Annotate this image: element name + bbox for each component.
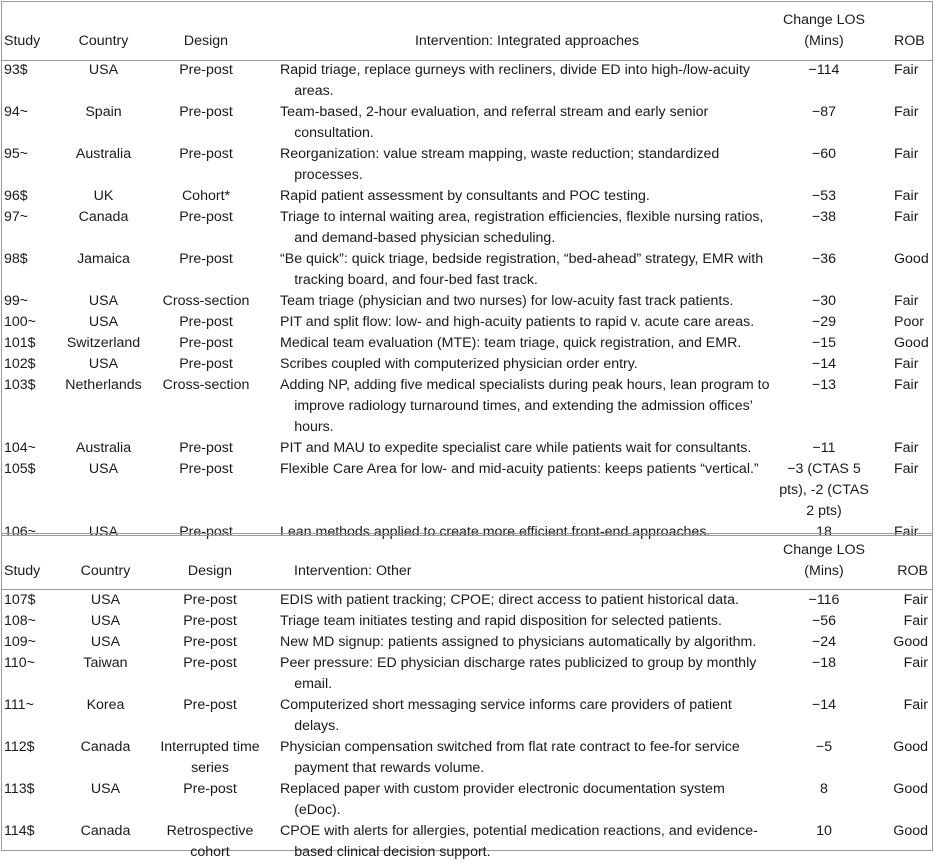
country-cell: Australia	[75, 440, 132, 456]
country-cell: USA	[90, 592, 121, 608]
header-row	[4, 539, 932, 582]
design-cell: Pre-post	[179, 251, 233, 267]
country-cell: Jamaica	[77, 251, 130, 267]
header-row	[4, 8, 932, 52]
rob-cell: Good	[893, 634, 928, 650]
study-cell: 98$	[4, 251, 28, 267]
section-divider	[1, 535, 933, 536]
table-row	[4, 821, 932, 863]
design-cell: Retrospective cohort	[166, 823, 254, 860]
rob-cell: Fair	[903, 592, 928, 608]
rob-cell: Fair	[894, 377, 919, 393]
rob-cell: Fair	[894, 188, 919, 204]
rob-cell: Good	[893, 781, 928, 797]
change-los-cell: −14	[811, 697, 837, 713]
table-row	[4, 354, 932, 375]
intervention-cell: Scribes coupled with computerized physician order entry.	[280, 356, 638, 372]
header-country: Country	[78, 33, 129, 49]
table-row	[4, 582, 932, 611]
intervention-cell: Peer pressure: ED physician discharge rates publicized to group by monthly email.	[280, 655, 757, 692]
study-cell: 106~	[4, 524, 36, 540]
change-los-cell: −114	[808, 62, 840, 78]
study-cell: 109~	[4, 634, 36, 650]
design-cell: Pre-post	[183, 655, 237, 671]
change-los-cell: −116	[808, 592, 840, 608]
rob-cell: Good	[893, 739, 928, 755]
intervention-cell: Rapid triage, replace gurneys with recliners, divide ED into high-/low-acuity areas.	[280, 62, 750, 99]
country-cell: Switzerland	[66, 335, 141, 351]
header-change-los: Change LOS (Mins)	[782, 542, 866, 579]
intervention-cell: “Be quick”: quick triage, bedside registration, “bed-ahead” strategy, EMR with tracking board, and four-bed fast track.	[280, 251, 764, 288]
table-row	[4, 291, 932, 312]
rob-cell: Good	[894, 335, 929, 351]
country-cell: USA	[88, 524, 119, 540]
table-row	[4, 653, 932, 695]
country-cell: USA	[90, 781, 121, 797]
country-cell: Korea	[86, 697, 125, 713]
study-cell: 96$	[4, 188, 28, 204]
intervention-cell: Computerized short messaging service informs care providers of patient delays.	[280, 697, 732, 734]
design-cell: Cross-section	[162, 377, 250, 393]
intervention-cell: Reorganization: value stream mapping, waste reduction; standardized processes.	[280, 146, 720, 183]
change-los-cell: −18	[811, 655, 837, 671]
intervention-cell: Physician compensation switched from flat rate contract to fee-for service payment that rewards volume.	[280, 739, 740, 776]
other-interventions-table	[4, 539, 932, 863]
rob-cell: Good	[893, 823, 928, 839]
header-change-los: Change LOS (Mins)	[782, 12, 866, 49]
design-cell: Pre-post	[179, 146, 233, 162]
table-row	[4, 438, 932, 459]
design-cell: Pre-post	[179, 209, 233, 225]
intervention-cell: PIT and MAU to expedite specialist care while patients wait for consultants.	[280, 440, 752, 456]
design-cell: Pre-post	[183, 634, 237, 650]
change-los-cell: 8	[820, 781, 828, 797]
country-cell: USA	[88, 293, 119, 309]
design-cell: Pre-post	[179, 335, 233, 351]
header-design: Design	[183, 33, 229, 49]
change-los-cell: 10	[816, 823, 832, 839]
study-cell: 95~	[4, 146, 29, 162]
table-row	[4, 737, 932, 779]
table-row	[4, 144, 932, 186]
rob-cell: Fair	[894, 146, 919, 162]
intervention-cell: EDIS with patient tracking; CPOE; direct access to patient historical data.	[280, 592, 739, 608]
rob-cell: Fair	[894, 440, 919, 456]
change-los-cell: 18	[816, 524, 832, 540]
study-cell: 114$	[4, 823, 35, 839]
table-row	[4, 779, 932, 821]
header-intervention: Intervention: Other	[294, 563, 412, 579]
country-cell: USA	[88, 314, 119, 330]
rob-cell: Fair	[894, 209, 919, 225]
header-country: Country	[80, 563, 131, 579]
intervention-cell: PIT and split flow: low- and high-acuity patients to rapid v. acute care areas.	[280, 314, 755, 330]
country-cell: USA	[88, 62, 119, 78]
table-row	[4, 611, 932, 632]
intervention-cell: Replaced paper with custom provider electronic documentation system (eDoc).	[280, 781, 725, 818]
design-cell: Pre-post	[179, 356, 233, 372]
country-cell: USA	[88, 356, 119, 372]
design-cell: Pre-post	[183, 592, 237, 608]
design-cell: Interrupted time series	[160, 739, 260, 776]
table-row	[4, 249, 932, 291]
change-los-cell: −11	[812, 440, 836, 456]
change-los-cell: −60	[811, 146, 837, 162]
change-los-cell: −3 (CTAS 5 pts), -2 (CTAS 2 pts)	[779, 461, 869, 519]
change-los-cell: −29	[811, 314, 837, 330]
country-cell: Australia	[75, 146, 132, 162]
rob-cell: Fair	[894, 104, 919, 120]
change-los-cell: −36	[811, 251, 837, 267]
country-cell: USA	[90, 634, 121, 650]
intervention-cell: Triage team initiates testing and rapid disposition for selected patients.	[280, 613, 722, 629]
table-row	[4, 207, 932, 249]
design-cell: Cross-section	[162, 293, 250, 309]
study-cell: 99~	[4, 293, 29, 309]
study-cell: 112$	[4, 739, 35, 755]
design-cell: Pre-post	[179, 440, 233, 456]
rob-cell: Fair	[894, 62, 919, 78]
rob-cell: Fair	[903, 655, 928, 671]
country-cell: Netherlands	[65, 377, 142, 393]
integrated-approaches-table	[4, 8, 932, 543]
study-cell: 94~	[4, 104, 29, 120]
change-los-cell: −15	[811, 335, 837, 351]
intervention-cell: New MD signup: patients assigned to physicians automatically by algorithm.	[280, 634, 757, 650]
rob-cell: Good	[894, 251, 929, 267]
design-cell: Cohort*	[181, 188, 231, 204]
study-cell: 93$	[4, 62, 28, 78]
section-divider	[1, 533, 933, 534]
table-row	[4, 695, 932, 737]
header-rule	[1, 60, 933, 61]
table-row	[4, 186, 932, 207]
intervention-cell: Rapid patient assessment by consultants and POC testing.	[280, 188, 650, 204]
country-cell: Taiwan	[83, 655, 128, 671]
change-los-cell: −13	[811, 377, 837, 393]
rob-cell: Fair	[894, 524, 919, 540]
study-cell: 97~	[4, 209, 29, 225]
country-cell: UK	[93, 188, 114, 204]
change-los-cell: −24	[811, 634, 837, 650]
rob-cell: Poor	[894, 314, 924, 330]
study-cell: 113$	[4, 781, 35, 797]
table-row	[4, 632, 932, 653]
design-cell: Pre-post	[179, 461, 233, 477]
intervention-cell: Adding NP, adding five medical specialists during peak hours, lean program to improve radiology turnaround times, and extending the admission offices’ hours.	[280, 377, 770, 435]
study-cell: 103$	[4, 377, 36, 393]
header-study: Study	[4, 563, 41, 579]
design-cell: Pre-post	[183, 781, 237, 797]
intervention-cell: Team triage (physician and two nurses) for low-acuity fast track patients.	[280, 293, 734, 309]
design-cell: Pre-post	[179, 314, 233, 330]
study-cell: 107$	[4, 592, 36, 608]
header-rule	[1, 589, 933, 590]
country-cell: Spain	[85, 104, 122, 120]
country-cell: USA	[90, 613, 121, 629]
design-cell: Pre-post	[183, 697, 237, 713]
country-cell: Canada	[78, 209, 129, 225]
rob-cell: Fair	[903, 613, 928, 629]
change-los-cell: −14	[811, 356, 837, 372]
intervention-cell: Lean methods applied to create more efficient front-end approaches.	[280, 524, 711, 540]
study-cell: 111~	[4, 697, 34, 713]
study-cell: 105$	[4, 461, 36, 477]
header-design: Design	[187, 563, 233, 579]
study-cell: 104~	[4, 440, 36, 456]
study-cell: 102$	[4, 356, 36, 372]
study-cell: 110~	[4, 655, 35, 671]
design-cell: Pre-post	[183, 613, 237, 629]
table-row	[4, 102, 932, 144]
change-los-cell: −53	[811, 188, 837, 204]
header-study: Study	[4, 33, 41, 49]
rob-cell: Fair	[894, 356, 919, 372]
table-row	[4, 375, 932, 438]
header-rob: ROB	[897, 563, 928, 579]
change-los-cell: −5	[815, 739, 833, 755]
header-intervention: Intervention: Integrated approaches	[414, 33, 639, 49]
intervention-cell: Team-based, 2-hour evaluation, and referral stream and early senior consultation.	[280, 104, 709, 141]
rob-cell: Fair	[894, 293, 919, 309]
table-row	[4, 312, 932, 333]
study-cell: 108~	[4, 613, 36, 629]
header-rob: ROB	[894, 33, 925, 49]
table-row	[4, 459, 932, 522]
change-los-cell: −38	[811, 209, 837, 225]
change-los-cell: −56	[811, 613, 837, 629]
rob-cell: Fair	[903, 697, 928, 713]
study-cell: 100~	[4, 314, 36, 330]
country-cell: Canada	[80, 823, 131, 839]
table-row	[4, 333, 932, 354]
change-los-cell: −30	[811, 293, 837, 309]
design-cell: Pre-post	[179, 104, 233, 120]
country-cell: Canada	[80, 739, 131, 755]
intervention-cell: Triage to internal waiting area, registration efficiencies, flexible nursing ratios, and demand-based physician scheduling.	[280, 209, 764, 246]
intervention-cell: CPOE with alerts for allergies, potential medication reactions, and evidence-based clinical decision support.	[280, 823, 758, 860]
intervention-cell: Medical team evaluation (MTE): team triage, quick registration, and EMR.	[280, 335, 742, 351]
intervention-cell: Flexible Care Area for low- and mid-acuity patients: keeps patients “vertical.”	[280, 461, 759, 477]
rob-cell: Fair	[894, 461, 919, 477]
study-cell: 101$	[4, 335, 36, 351]
design-cell: Pre-post	[179, 524, 233, 540]
change-los-cell: −87	[811, 104, 837, 120]
design-cell: Pre-post	[179, 62, 233, 78]
country-cell: USA	[88, 461, 119, 477]
